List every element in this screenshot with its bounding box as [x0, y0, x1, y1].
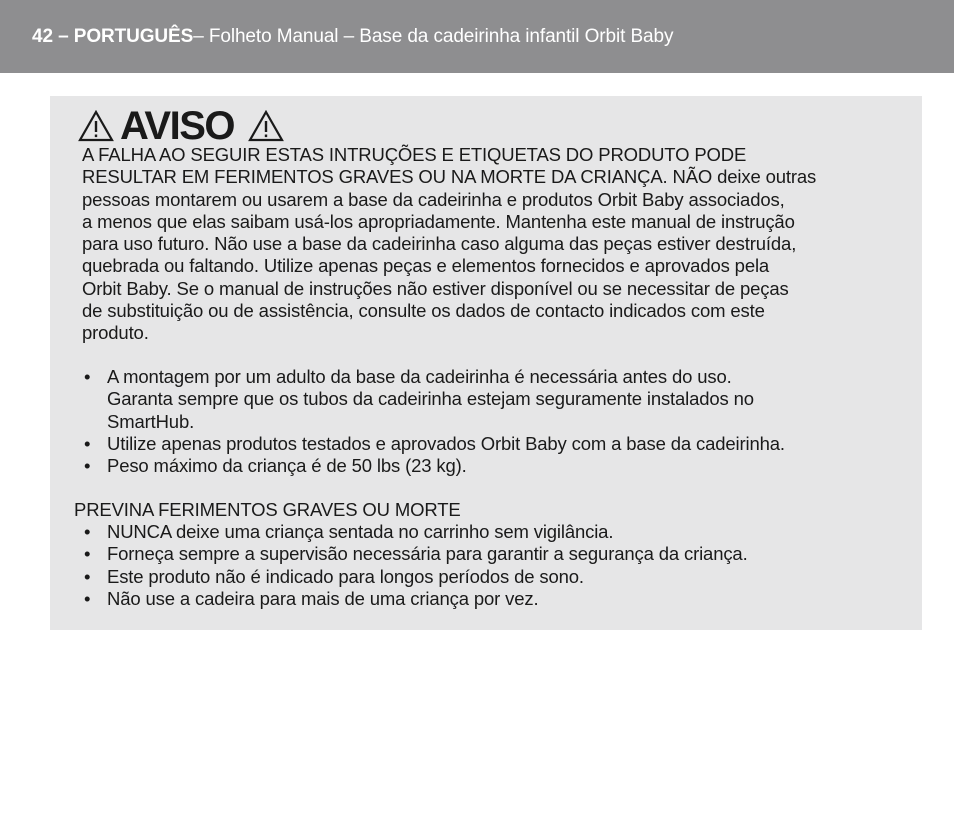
warning-title — [78, 104, 284, 148]
header-subtitle: – Folheto Manual – Base da cadeirinha infantil Orbit Baby — [193, 25, 674, 47]
list-item-text: Utilize apenas produtos testados e aprovados Orbit Baby com a base da cadeirinha. — [107, 432, 785, 454]
paragraph-line: de substituição ou de assistência, consulte os dados de contacto indicados com este — [82, 300, 765, 322]
bullet-icon: • — [84, 543, 91, 565]
list-item-text: A montagem por um adulto da base da cadeirinha é necessária antes do uso. — [107, 366, 732, 387]
bullet-icon: • — [84, 432, 91, 454]
paragraph-line: quebrada ou faltando. Utilize apenas peças e elementos fornecidos e aprovados pela — [82, 255, 770, 277]
paragraph-line: RESULTAR EM FERIMENTOS GRAVES OU NA MORTE DA CRIANÇA. NÃO deixe outras — [82, 166, 817, 188]
warning-bullet-list — [82, 366, 912, 477]
page-header — [0, 0, 954, 73]
page-label: 42 – PORTUGUÊS — [32, 25, 194, 47]
list-item-text: SmartHub. — [107, 410, 195, 432]
list-item-text: Não use a cadeira para mais de uma criança por vez. — [107, 587, 539, 609]
warning-panel — [50, 96, 922, 630]
list-item — [82, 455, 912, 477]
paragraph-line: A FALHA AO SEGUIR ESTAS INTRUÇÕES E ETIQUETAS DO PRODUTO PODE — [82, 144, 747, 165]
paragraph-line: produto. — [82, 322, 149, 344]
list-item-text: Forneça sempre a supervisão necessária para garantir a segurança da criança. — [107, 543, 748, 565]
injury-bullet-list — [82, 521, 912, 610]
paragraph-line: a menos que elas saibam usá-los apropriadamente. Mantenha este manual de instrução — [82, 210, 795, 232]
list-item — [82, 566, 912, 588]
bullet-icon: • — [84, 521, 91, 542]
list-item-text: Garanta sempre que os tubos da cadeirinha estejam seguramente instalados no — [107, 388, 754, 410]
section-subheading: PREVINA FERIMENTOS GRAVES OU MORTE — [74, 499, 461, 520]
list-item — [82, 588, 912, 610]
warning-triangle-icon — [248, 110, 284, 142]
warning-title-text: AVISO — [120, 104, 235, 148]
warning-triangle-icon — [78, 110, 114, 142]
list-item — [82, 543, 912, 565]
list-item-text: NUNCA deixe uma criança sentada no carrinho sem vigilância. — [107, 521, 614, 542]
list-item-text: Este produto não é indicado para longos períodos de sono. — [107, 565, 584, 587]
list-item — [82, 366, 912, 433]
paragraph-line: pessoas montarem ou usarem a base da cadeirinha e produtos Orbit Baby associados, — [82, 188, 785, 210]
paragraph-line: Orbit Baby. Se o manual de instruções não estiver disponível ou se necessitar de peças — [82, 277, 789, 299]
bullet-icon: • — [84, 587, 91, 609]
warning-paragraph — [82, 144, 912, 345]
bullet-icon: • — [84, 565, 91, 587]
list-item — [82, 433, 912, 455]
list-item — [82, 521, 912, 543]
bullet-icon: • — [84, 366, 91, 387]
paragraph-line: para uso futuro. Não use a base da cadeirinha caso alguma das peças estiver destruída, — [82, 233, 797, 255]
list-item-text: Peso máximo da criança é de 50 lbs (23 kg). — [107, 455, 467, 477]
bullet-icon: • — [84, 455, 91, 477]
